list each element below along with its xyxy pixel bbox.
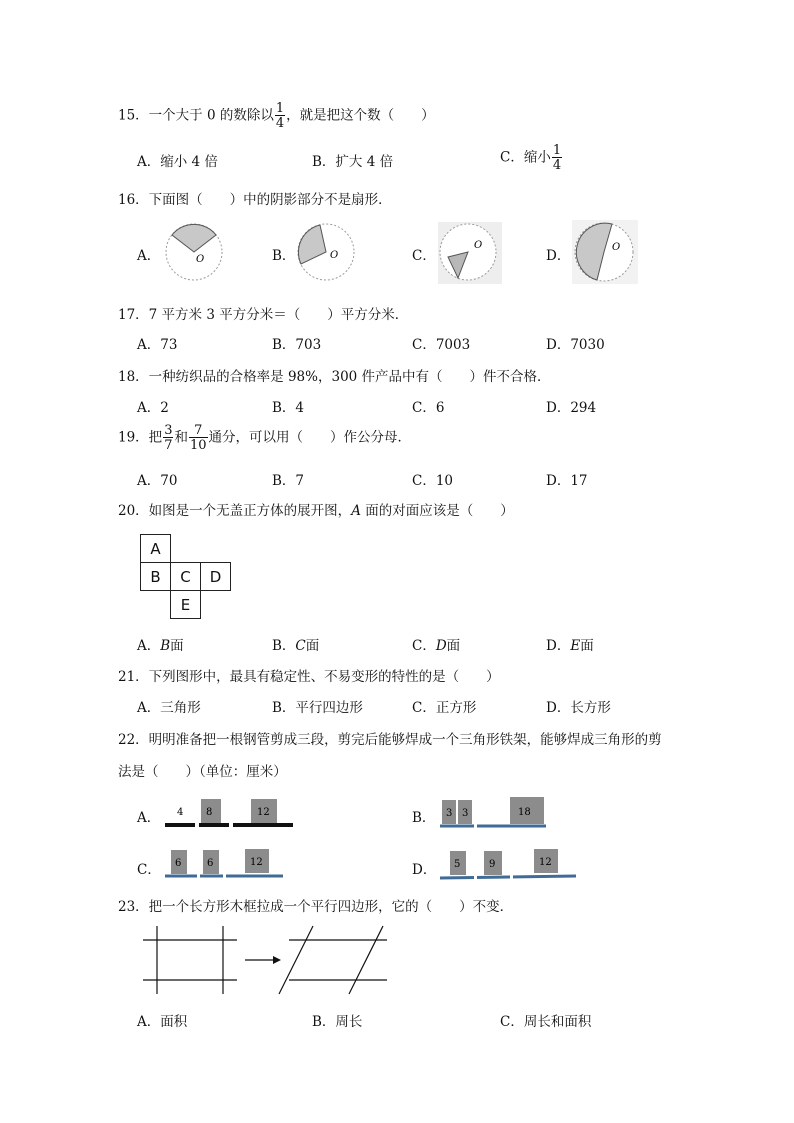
q19-option-b[interactable]: B．7 [272, 473, 305, 489]
segment-label: 18 [518, 807, 531, 818]
option-label: B． [272, 638, 296, 654]
segment-label: 12 [250, 857, 263, 868]
frac-den: 7 [164, 438, 173, 453]
question-19 [118, 424, 411, 452]
question-16: 16．下面图（ ）中的阴影部分不是扇形． [118, 192, 392, 208]
q16-figure-a [164, 222, 226, 282]
option-label: C． [412, 638, 436, 654]
q15-option-a[interactable]: A．缩小 4 倍 [137, 154, 218, 170]
segment-label: 8 [206, 807, 213, 818]
q15-suffix: ，就是把这个数（ ） [286, 107, 435, 124]
cube-net [140, 534, 231, 619]
question-22-line-2: 法是（ ）（单位：厘米） [118, 764, 287, 780]
q20-option-d[interactable] [546, 634, 594, 654]
q23-option-a[interactable]: A．面积 [137, 1014, 188, 1030]
question-21: 21．下列图形中，最具有稳定性、不易变形的特性的是（ ） [118, 669, 500, 685]
q22-option-d[interactable]: D． [412, 862, 437, 878]
q21-option-a[interactable]: A．三角形 [137, 700, 201, 716]
option-label: D． [546, 638, 571, 654]
option-tail: 面 [170, 638, 184, 654]
q21-option-c[interactable]: C．正方形 [412, 700, 477, 716]
option-tail: 面 [580, 638, 594, 654]
option-tail: 面 [446, 638, 461, 654]
segment-label: 3 [462, 808, 469, 819]
q20-suffix: 面的对面应该是（ ） [360, 503, 514, 519]
q20-face: A [351, 503, 361, 519]
q23-figure [143, 924, 391, 998]
q15-option-c[interactable] [500, 144, 563, 172]
net-face-b: B [141, 563, 171, 591]
q20-option-a[interactable] [137, 634, 184, 654]
center-label-o: O [612, 242, 621, 253]
q22-option-b[interactable]: B． [412, 810, 436, 826]
q16-option-a[interactable]: A． [137, 248, 161, 264]
net-face-d: D [201, 563, 231, 591]
q18-option-d[interactable]: D．294 [546, 400, 597, 416]
segment-label: 4 [177, 807, 184, 818]
q17-option-a[interactable]: A．73 [137, 337, 178, 353]
q19-fraction-1 [163, 424, 173, 452]
frac-den: 10 [189, 438, 207, 453]
q16-figure-b [296, 222, 358, 282]
question-20 [118, 499, 514, 519]
arrow-icon [245, 956, 281, 964]
segment-label: 9 [489, 859, 496, 870]
q19-prefix: 19．把 [118, 429, 163, 446]
rectangle-frame [143, 926, 237, 994]
q17-option-d[interactable]: D．7030 [546, 337, 605, 353]
q20-prefix: 20．如图是一个无盖正方体的展开图， [118, 503, 352, 519]
q15-option-b[interactable]: B．扩大 4 倍 [312, 154, 394, 170]
q18-option-c[interactable]: C．6 [412, 400, 445, 416]
segment-label: 5 [454, 859, 461, 870]
net-face-e: E [171, 591, 201, 619]
q16-figure-c [438, 222, 502, 284]
frac-num: 1 [552, 143, 562, 158]
net-face-c: C [171, 563, 201, 591]
center-label-o: O [196, 254, 205, 265]
q21-option-b[interactable]: B．平行四边形 [272, 700, 363, 716]
q15-fraction [275, 102, 285, 130]
q16-option-b[interactable]: B． [272, 248, 296, 264]
q22-figure-a [163, 795, 295, 831]
q15-option-c-label: C．缩小 [500, 149, 551, 166]
center-label-o: O [474, 240, 483, 251]
frac-num: 7 [194, 423, 203, 438]
question-18: 18．一种纺织品的合格率是 98%，300 件产品中有（ ）件不合格． [118, 369, 551, 385]
q15-option-c-fraction [552, 144, 562, 172]
option-face: B [160, 638, 171, 654]
frac-num: 3 [164, 423, 173, 438]
question-15 [118, 102, 435, 130]
option-label: A． [137, 638, 161, 654]
frac-den: 4 [275, 116, 285, 131]
option-tail: 面 [305, 638, 320, 654]
q18-option-a[interactable]: A．2 [137, 400, 169, 416]
question-22-line-1: 22．明明准备把一根钢管剪成三段，剪完后能够焊成一个三角形铁架，能够焊成三角形的剪 [118, 732, 662, 748]
q19-suffix: 通分，可以用（ ）作公分母． [208, 429, 412, 446]
q19-option-d[interactable]: D．17 [546, 473, 588, 489]
q23-option-c[interactable]: C．周长和面积 [500, 1014, 592, 1030]
option-face: D [435, 638, 447, 654]
q19-option-a[interactable]: A．70 [137, 473, 178, 489]
q18-option-b[interactable]: B．4 [272, 400, 305, 416]
option-face: E [570, 638, 581, 654]
q16-option-c[interactable]: C． [412, 248, 436, 264]
q19-mid: 和 [174, 429, 188, 446]
parallelogram-frame [279, 926, 387, 994]
question-17: 17．7 平方米 3 平方分米＝（ ）平方分米． [118, 307, 409, 323]
q21-option-d[interactable]: D．长方形 [546, 700, 611, 716]
q19-fraction-2 [189, 424, 208, 452]
q22-figure-d [438, 846, 578, 884]
question-23: 23．把一个长方形木框拉成一个平行四边形，它的（ ）不变． [118, 899, 514, 915]
segment-label: 6 [175, 858, 182, 869]
segment-label: 12 [539, 857, 552, 868]
center-label-o: O [330, 250, 339, 261]
q16-option-d[interactable]: D． [546, 248, 571, 264]
q22-option-c[interactable]: C． [137, 862, 161, 878]
net-face-a: A [141, 535, 171, 563]
segment-label: 3 [446, 808, 453, 819]
q20-option-b[interactable] [272, 634, 319, 654]
q15-text: 15．一个大于 0 的数除以 [118, 107, 274, 124]
q20-option-c[interactable] [412, 634, 460, 654]
q22-figure-b [438, 795, 550, 831]
frac-den: 4 [552, 158, 562, 173]
q16-figure-d [572, 220, 638, 284]
q22-figure-c [163, 846, 285, 882]
q19-option-c[interactable]: C．10 [412, 473, 454, 489]
frac-num: 1 [275, 101, 285, 116]
q17-option-b[interactable]: B．703 [272, 337, 322, 353]
q22-option-a[interactable]: A． [137, 810, 161, 826]
option-face: C [295, 638, 306, 654]
q23-option-b[interactable]: B．周长 [312, 1014, 363, 1030]
segment-label: 6 [207, 858, 214, 869]
segment-label: 12 [257, 807, 270, 818]
q17-option-c[interactable]: C．7003 [412, 337, 471, 353]
